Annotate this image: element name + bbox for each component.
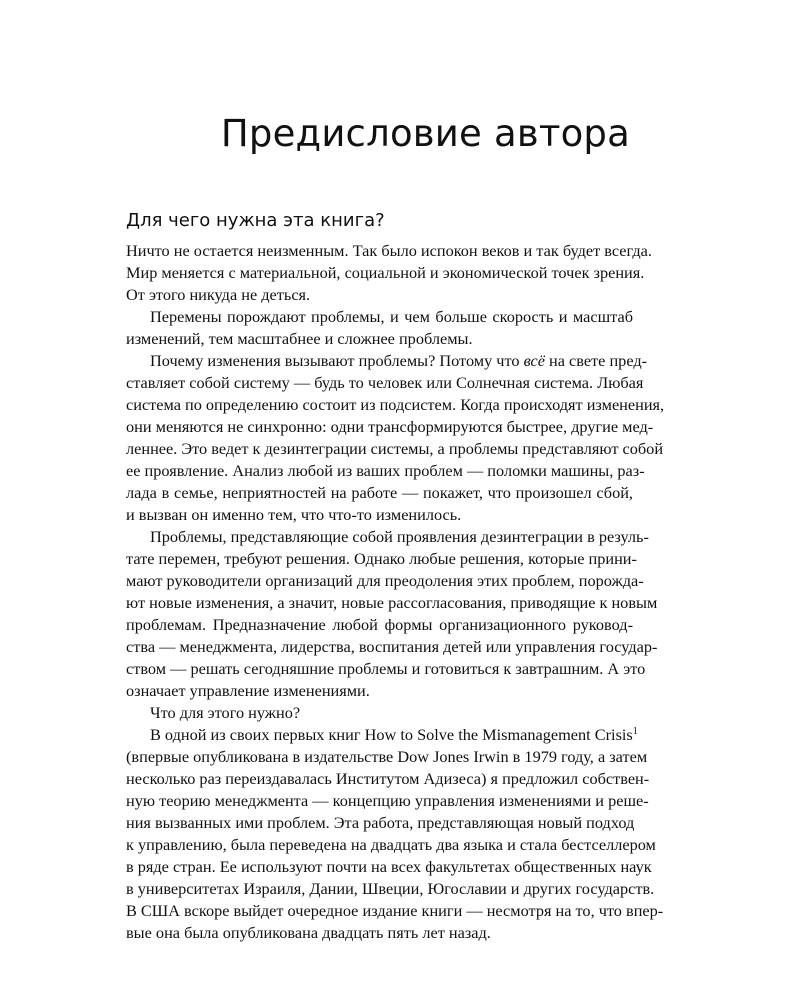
body-line: ют новые изменения, а значит, новые рассогласования, приводящие к новым (126, 593, 658, 612)
body-line: они меняются не синхронно: одни трансформируются быстрее, другие мед- (126, 417, 654, 436)
body-text: В одной из своих первых книг How to Solve the Mismanagement Crisis (150, 725, 633, 744)
body-text: на свете пред- (549, 351, 648, 370)
body-line (150, 724, 638, 746)
body-line: лада в семье, неприятностей на работе — покажет, что произошел сбой, (126, 483, 633, 502)
footnote-reference[interactable]: 1 (632, 726, 638, 737)
emphasis-text: всё (523, 351, 545, 370)
body-line: ее проявление. Анализ любой из ваших проблем — поломки машины, раз- (126, 461, 645, 480)
body-line: ставляет собой систему — будь то человек или Солнечная система. Любая (126, 373, 644, 392)
body-line: в университетах Израиля, Дании, Швеции, Югославии и других государств. (126, 879, 655, 898)
body-line (150, 350, 648, 372)
body-line: ную теорию менеджмента — концепцию управления изменениями и реше- (126, 791, 649, 810)
body-line: мают руководители организаций для преодоления этих проблем, порожда- (126, 571, 644, 590)
body-line: вые она была опубликована двадцать пять лет назад. (126, 923, 491, 942)
body-line: Что для этого нужно? (150, 703, 301, 722)
body-line: тате перемен, требуют решения. Однако любые решения, которые прини- (126, 549, 637, 568)
body-text: Почему изменения вызывают проблемы? Потому что (150, 351, 520, 370)
body-line: изменений, тем масштабнее и сложнее проблемы. (126, 329, 473, 348)
chapter-title: Предисловие автора (220, 112, 630, 155)
body-line: (впервые опубликована в издательстве Dow Jones Irwin в 1979 году, а затем (126, 747, 648, 766)
body-line: В США вскоре выйдет очередное издание книги — несмотря на то, что впер- (126, 901, 664, 920)
body-line: ния вызванных ими проблем. Эта работа, представляющая новый подход (126, 813, 635, 832)
body-line: ства — менеджмента, лидерства, воспитания детей или управления государ- (126, 637, 658, 656)
body-line: проблемам. Предназначение любой формы организационного руковод- (126, 615, 633, 634)
body-line: к управлению, была переведена на двадцать два языка и стала бестселлером (126, 835, 656, 854)
body-line: в ряде стран. Ее используют почти на всех факультетах общественных наук (126, 857, 652, 876)
body-line: несколько раз переиздавалась Институтом Адизеса) я предложил собствен- (126, 769, 650, 788)
body-line: система по определению состоит из подсистем. Когда происходят изменения, (126, 395, 665, 414)
body-line: Мир меняется с материальной, социальной и экономической точек зрения. (126, 263, 645, 282)
body-line: означает управление изменениями. (126, 681, 370, 700)
body-line: леннее. Это ведет к дезинтеграции системы, а проблемы представляют собой (126, 439, 664, 458)
body-line: Проблемы, представляющие собой проявления дезинтеграции в резуль- (150, 527, 649, 546)
body-line: ством — решать сегодняшние проблемы и готовиться к завтрашним. А это (126, 659, 646, 678)
body-line: Ничто не остается неизменным. Так было испокон веков и так будет всегда. (126, 241, 652, 260)
body-line: Перемены порождают проблемы, и чем больше скорость и масштаб (150, 307, 633, 326)
section-heading: Для чего нужна эта книга? (126, 210, 385, 231)
body-line: и вызван он именно тем, что что-то изменилось. (126, 505, 462, 524)
body-line: От этого никуда не деться. (126, 285, 311, 304)
